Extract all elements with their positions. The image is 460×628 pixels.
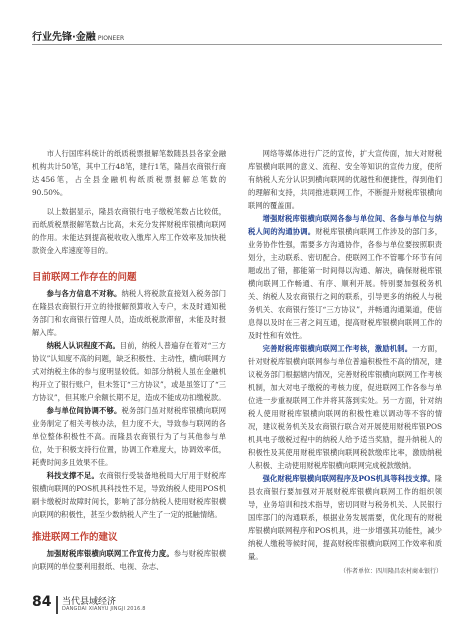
paragraph <box>32 547 226 573</box>
top-image-area <box>32 48 442 143</box>
paragraph-lead: 科技支撑不足。 <box>46 471 99 480</box>
paragraph-lead: 完善财税库银横向联网工作考核，激励机制。 <box>262 344 413 353</box>
section-title-text: 行业先锋·金融 <box>32 32 96 43</box>
paragraph-body: 税务部门虽对财税库银横向联网业务制定了相关考核办法，但力度不大，导致参与联网的各单位整体积极性不高。而隆县农商银行为了与其他参与单位，处于积极支持行位置，协调工作难度大，协调效率低，耗费时间多且效果不佳。 <box>32 406 227 467</box>
paragraph: 市人行国库科统计的纸质税票报解笔数随县县各家金融机构共计50笔，其中工行48笔，建行1笔，隆昌农商银行商达456笔，占全县金融机构纸质税票报解总笔数的90.50%。 <box>32 149 226 197</box>
paragraph: 以上数据显示，隆县农商银行电子缴税笔数占比较低，而纸质税票报解笔数占比高，未充分发挥财税库银横向联网的作用。未能达到提高税收收入缴库入库工作效率及加快税款资金入库速度等目的。 <box>32 207 226 255</box>
section-title <box>32 28 124 43</box>
magazine-issue: DANGDAI XIANYU JINGJI 2016.8 <box>62 606 146 612</box>
paragraph: 网络等媒体进行广泛的宣传，扩大宣传面，加大对财税库银横向联网的意义、流程、安全等知识的宣传力度，使所有纳税人充分认识到横向联网的优越性和便捷性，得到他们的理解和支持，共同推进联网工作，不断提升财税库银横向联网的覆盖面。 <box>248 149 442 210</box>
paragraph <box>248 342 442 472</box>
left-column <box>32 147 226 573</box>
paragraph-lead: 参与单位间协调不够。 <box>46 406 122 415</box>
paragraph <box>32 404 226 469</box>
right-column <box>248 147 442 577</box>
author-note: （作者单位：四川隆昌农村商业银行） <box>339 568 442 575</box>
paragraph-body: 隆县农商银行要加强对开展财税库银横向联网工作的组织领导，业务培训和技术指导，密切同财与税务机关、人民银行国库部门的沟通联系，根据业务发展需要，优化现有的财税库银横向联网程序和POS机具，进一步增强其功能性，减少纳税人缴税等候时间，提高财税库银横向联网工作效率和质量。 <box>248 474 442 561</box>
section-heading: 推进联网工作的建议 <box>32 532 118 543</box>
paragraph <box>32 339 226 404</box>
paragraph-lead: 参与各方信息不对称。 <box>46 289 122 298</box>
paragraph-lead: 增强财税库银横向联网各参与单位间、各参与单位与纳税人间的沟通协调。 <box>248 214 442 236</box>
paragraph-lead: 加强财税库银横向联网工作宣传力度。 <box>46 549 174 558</box>
page-header <box>32 24 442 45</box>
magazine-title: 当代县域经济 <box>62 597 117 607</box>
paragraph <box>32 469 226 521</box>
footer-divider <box>56 596 58 614</box>
paragraph-body: 纳税人将税款直接划入税务部门在隆县农商银行开立的待报解预算收入专户，未及时通知税务部门和农商银行管理人员，造成纸税款滞留，未能及时报解入库。 <box>32 289 227 337</box>
paragraph-body: 一方面，针对财税库银横向联网参与单位普遍积极性不高的情况，建议税务部门根据辖内情况，完善财税库银横向联网工作考核机制，加大对电子缴税的考核力度，促进联网工作各参与单位进一步重视联网工作并将其落到实处。另一方面，针对纳税人使用财税库银横向联网的积极性难以调动等不容的情况，建议税务机关及农商银行联合对开展使用财税库银POS机具电子缴税过程中的纳税人给予适当奖励，提升纳税人的积极性及其使用财税库银横向联网税款缴库比率，激励纳税人积极、主动使用财税库银横向联网完成税款缴纳。 <box>248 344 443 470</box>
paragraph <box>248 472 442 563</box>
paragraph-lead: 强化财税库银横向联网程序及POS机具等科技支撑。 <box>262 474 435 483</box>
paragraph <box>248 212 442 342</box>
paragraph-body: 财税库银横向联网工作涉及的部门多，业务协作性强，需要多方沟通协作，各参与单位要按照职责划分，主动联系、密切配合。使联网工作不管哪个环节有问题或出了错，都能第一时间得以沟通、解决，确保财税库银横向联网工作畅通、有序、顺利开展。特别要加强税务机关、纳税人及农商银行之间的联系，引导更多的纳税人与税务机关、农商银行签订“三方协议”，并畅通沟通渠道，使信息得以及时在三者之间互通，提高财税库银横向联网工作的及时性和有效性。 <box>248 227 443 340</box>
section-subtitle: PIONEER <box>97 35 125 42</box>
paragraph-body: 参与财税库银横向联网的单位要利用报纸、电视、杂志、 <box>32 549 227 571</box>
paragraph <box>32 287 226 339</box>
page-number: 84 <box>32 594 52 610</box>
paragraph-body: 目前，纳税人普遍存在着对“三方协议”认知度不高的问题，缺乏积极性、主动性，横向联网方式对纳税主体的参与度明显较低。如部分纳税人虽在金融机构开立了银行账户，但未签订“三方协议”，或是虽签订了“三方协议”，但其账户余额长期不足，造成不能成功扣缴税款。 <box>32 341 227 402</box>
paragraph-lead: 纳税人认识程度不高。 <box>46 341 120 350</box>
section-heading: 目前联网工作存在的问题 <box>32 272 137 283</box>
page-footer <box>32 592 442 622</box>
paragraph-body: 农商银行受装备地税局大厅用于财税库银横向联网的POS机具科技性不足，导致纳税人使用POS机刷卡缴税时故障时间长，影响了部分纳税人使用财税库银横向联网的积极性，甚至少数纳税人产生了一定的抵触情绪。 <box>32 471 227 519</box>
